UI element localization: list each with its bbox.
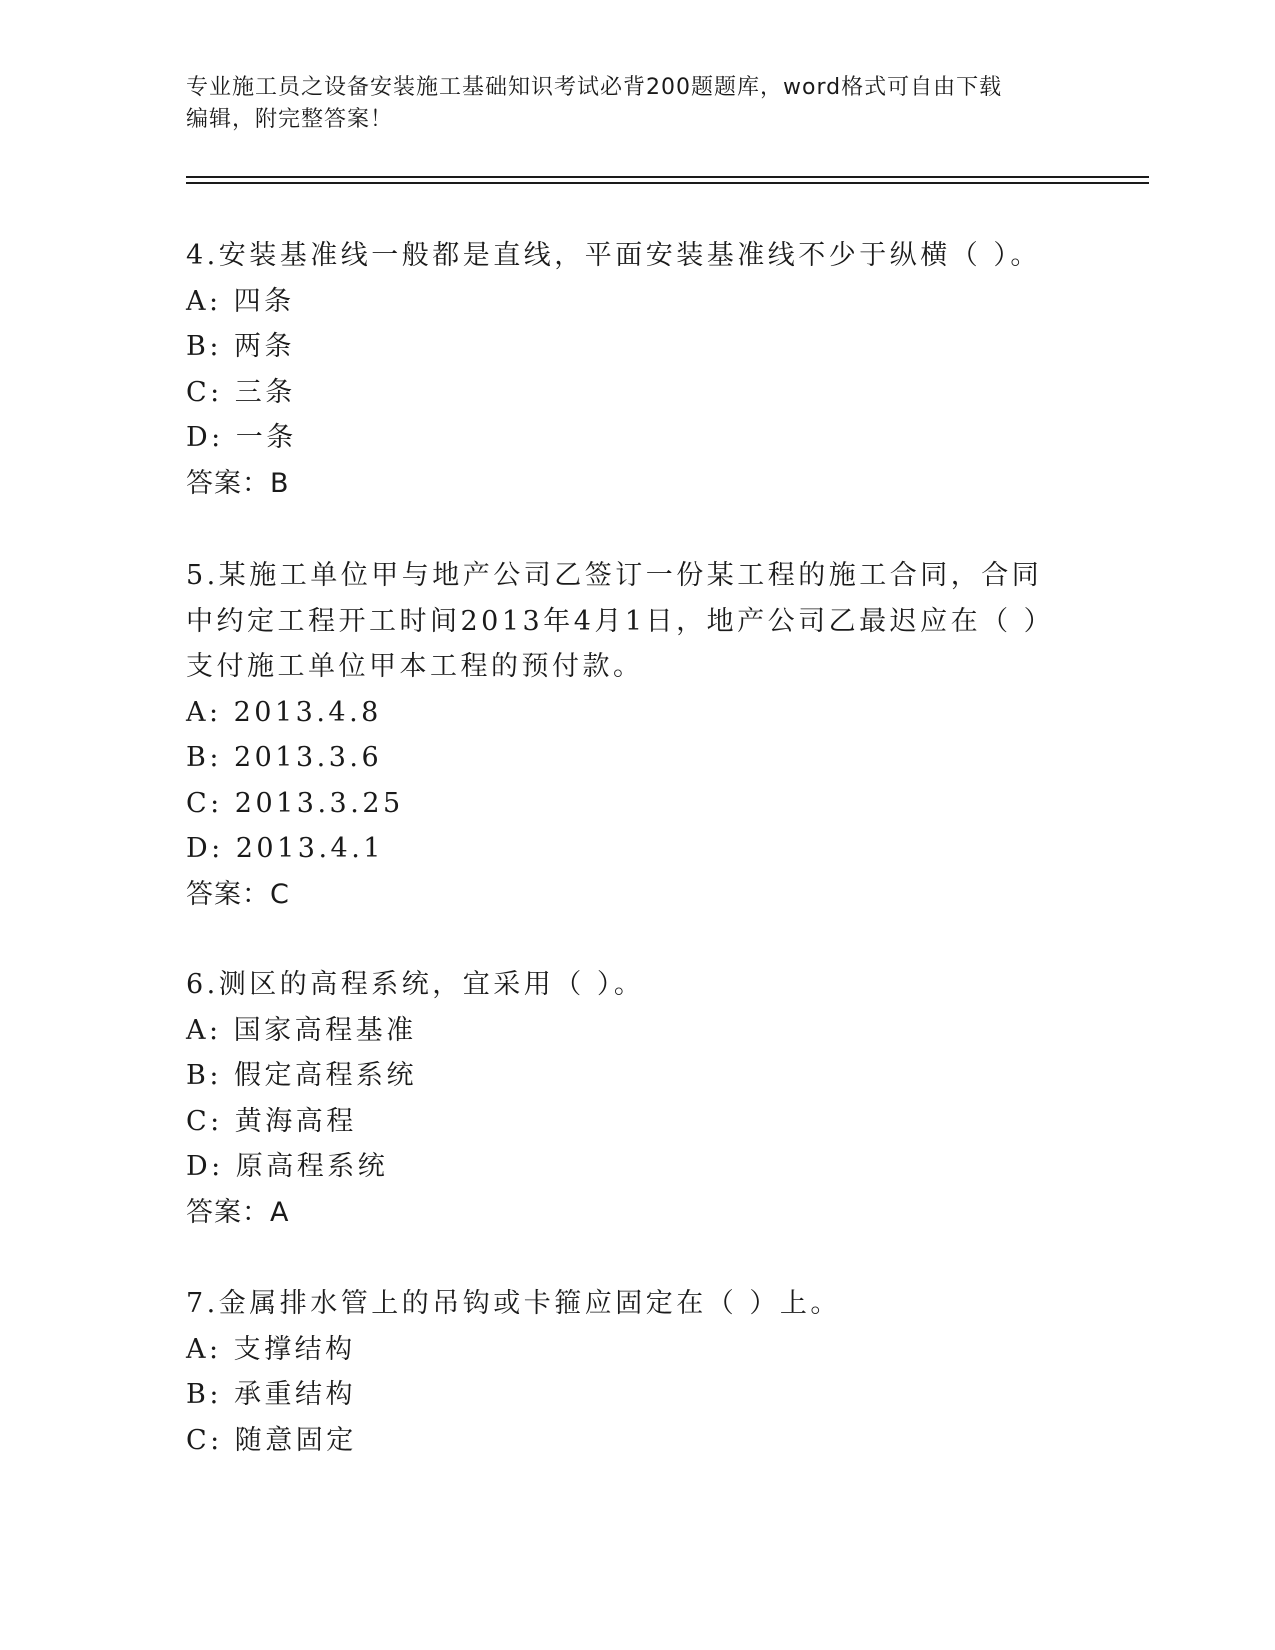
header-title-line-2: 编辑，附完整答案！	[186, 107, 394, 132]
option-text: 四条	[233, 285, 295, 317]
option-letter: B:	[186, 331, 222, 362]
option-text: 2013.4.1	[235, 833, 384, 864]
option-letter: A:	[186, 696, 222, 728]
answer-line: 答案：A	[186, 1196, 290, 1228]
question-stem: 4.安装基准线一般都是直线，平面安装基准线不少于纵横（ ）。	[186, 240, 1041, 271]
option-text: 随意固定	[234, 1424, 357, 1456]
option-text: 2013.4.8	[233, 696, 382, 728]
header-divider-top	[186, 176, 1149, 178]
question-7	[186, 1281, 1066, 1463]
option-letter: A:	[186, 285, 222, 317]
option-c	[186, 781, 1066, 827]
option-b	[186, 1372, 1066, 1418]
option-text: 承重结构	[233, 1379, 356, 1410]
option-letter: C:	[186, 1105, 223, 1137]
question-stem: 5.某施工单位甲与地产公司乙签订一份某工程的施工合同，合同中约定工程开工时间2013年4月1日，地产公司乙最迟应在（ ）支付施工单位甲本工程的预付款。	[186, 560, 1055, 682]
question-stem: 7.金属排水管上的吊钩或卡箍应固定在（ ）上。	[186, 1288, 841, 1319]
question-6	[186, 962, 1066, 1235]
option-letter: B:	[186, 742, 222, 773]
option-text: 三条	[234, 376, 296, 408]
option-letter: D:	[186, 833, 224, 864]
option-letter: A:	[186, 1333, 222, 1365]
option-text: 两条	[233, 331, 295, 362]
option-letter: B:	[186, 1060, 222, 1091]
option-letter: C:	[186, 376, 223, 408]
option-text: 一条	[235, 422, 297, 453]
answer-line: 答案：B	[186, 467, 290, 499]
option-letter: D:	[186, 422, 224, 453]
option-letter: A:	[186, 1014, 222, 1046]
option-a	[186, 279, 1066, 325]
option-text: 黄海高程	[234, 1105, 357, 1137]
option-d	[186, 826, 1066, 872]
document-header	[186, 72, 1066, 136]
option-text: 原高程系统	[235, 1151, 389, 1182]
option-text: 2013.3.6	[233, 742, 383, 773]
option-letter: C:	[186, 787, 223, 819]
option-a	[186, 1327, 1066, 1373]
option-a	[186, 690, 1066, 736]
option-a	[186, 1008, 1066, 1054]
option-letter: D:	[186, 1151, 224, 1182]
answer-line: 答案：C	[186, 878, 290, 910]
option-c	[186, 1418, 1066, 1464]
option-text: 支撑结构	[233, 1333, 356, 1365]
question-5	[186, 553, 1066, 917]
option-b	[186, 324, 1066, 370]
option-b	[186, 735, 1066, 781]
option-b	[186, 1053, 1066, 1099]
option-letter: C:	[186, 1424, 223, 1456]
option-d	[186, 1144, 1066, 1190]
option-c	[186, 370, 1066, 416]
option-text: 假定高程系统	[233, 1060, 417, 1091]
option-text: 国家高程基准	[233, 1014, 417, 1046]
header-divider-bottom	[186, 182, 1149, 184]
option-text: 2013.3.25	[234, 787, 404, 819]
option-c	[186, 1099, 1066, 1145]
option-letter: B:	[186, 1379, 222, 1410]
question-stem: 6.测区的高程系统，宜采用（ ）。	[186, 969, 645, 1000]
header-title-line-1: 专业施工员之设备安装施工基础知识考试必背200题题库，word格式可自由下载	[186, 75, 1003, 100]
question-4	[186, 233, 1066, 506]
option-d	[186, 415, 1066, 461]
